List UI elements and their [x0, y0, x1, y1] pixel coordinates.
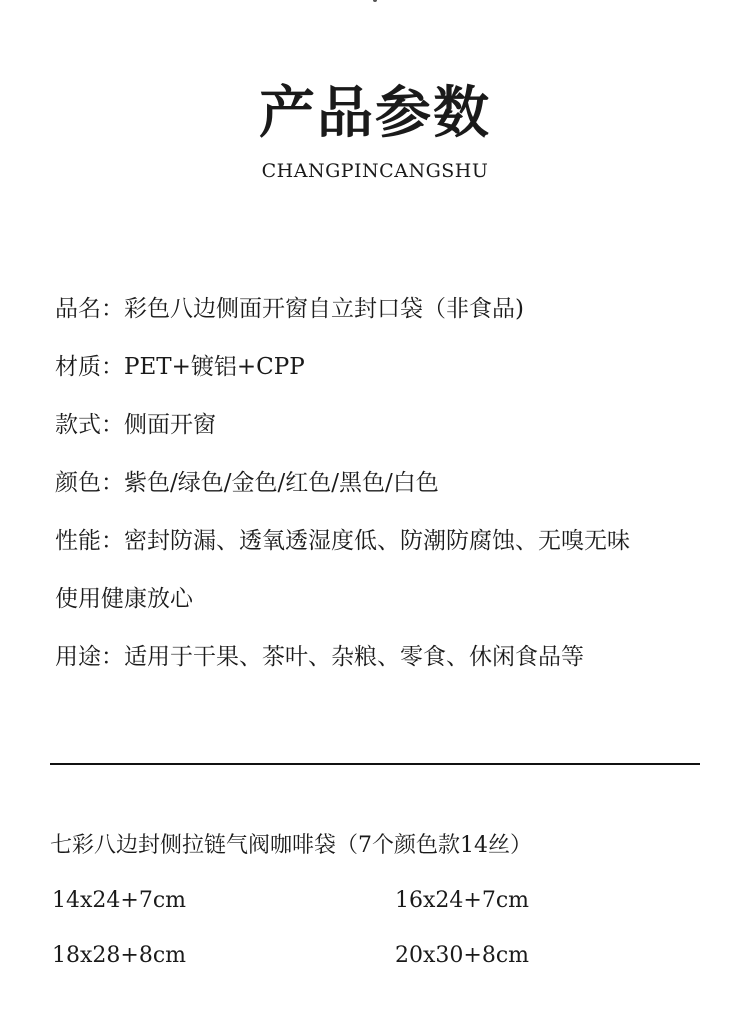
size-option: 18x28+8cm [52, 943, 187, 968]
param-material: 材质：PET+镀铝+CPP [55, 354, 305, 380]
param-style: 款式：侧面开窗 [55, 412, 216, 438]
param-colors: 颜色：紫色/绿色/金色/红色/黑色/白色 [55, 470, 439, 496]
param-usage: 用途：适用于干果、茶叶、杂粮、零食、休闲食品等 [55, 644, 584, 670]
page-title: 产品参数 [259, 80, 491, 146]
param-performance-continued: 使用健康放心 [55, 586, 193, 612]
section-divider [50, 763, 700, 765]
top-dot-mark [373, 0, 377, 2]
size-option: 14x24+7cm [52, 888, 187, 913]
page-subtitle: CHANGPINCANGSHU [261, 160, 489, 182]
size-option: 16x24+7cm [395, 888, 530, 913]
product-title: 七彩八边封侧拉链气阀咖啡袋（7个颜色款14丝） [50, 833, 532, 858]
param-performance: 性能：密封防漏、透氧透湿度低、防潮防腐蚀、无嗅无味 [55, 528, 630, 554]
size-option: 20x30+8cm [395, 943, 530, 968]
param-product-name: 品名：彩色八边侧面开窗自立封口袋（非食品) [55, 296, 524, 322]
